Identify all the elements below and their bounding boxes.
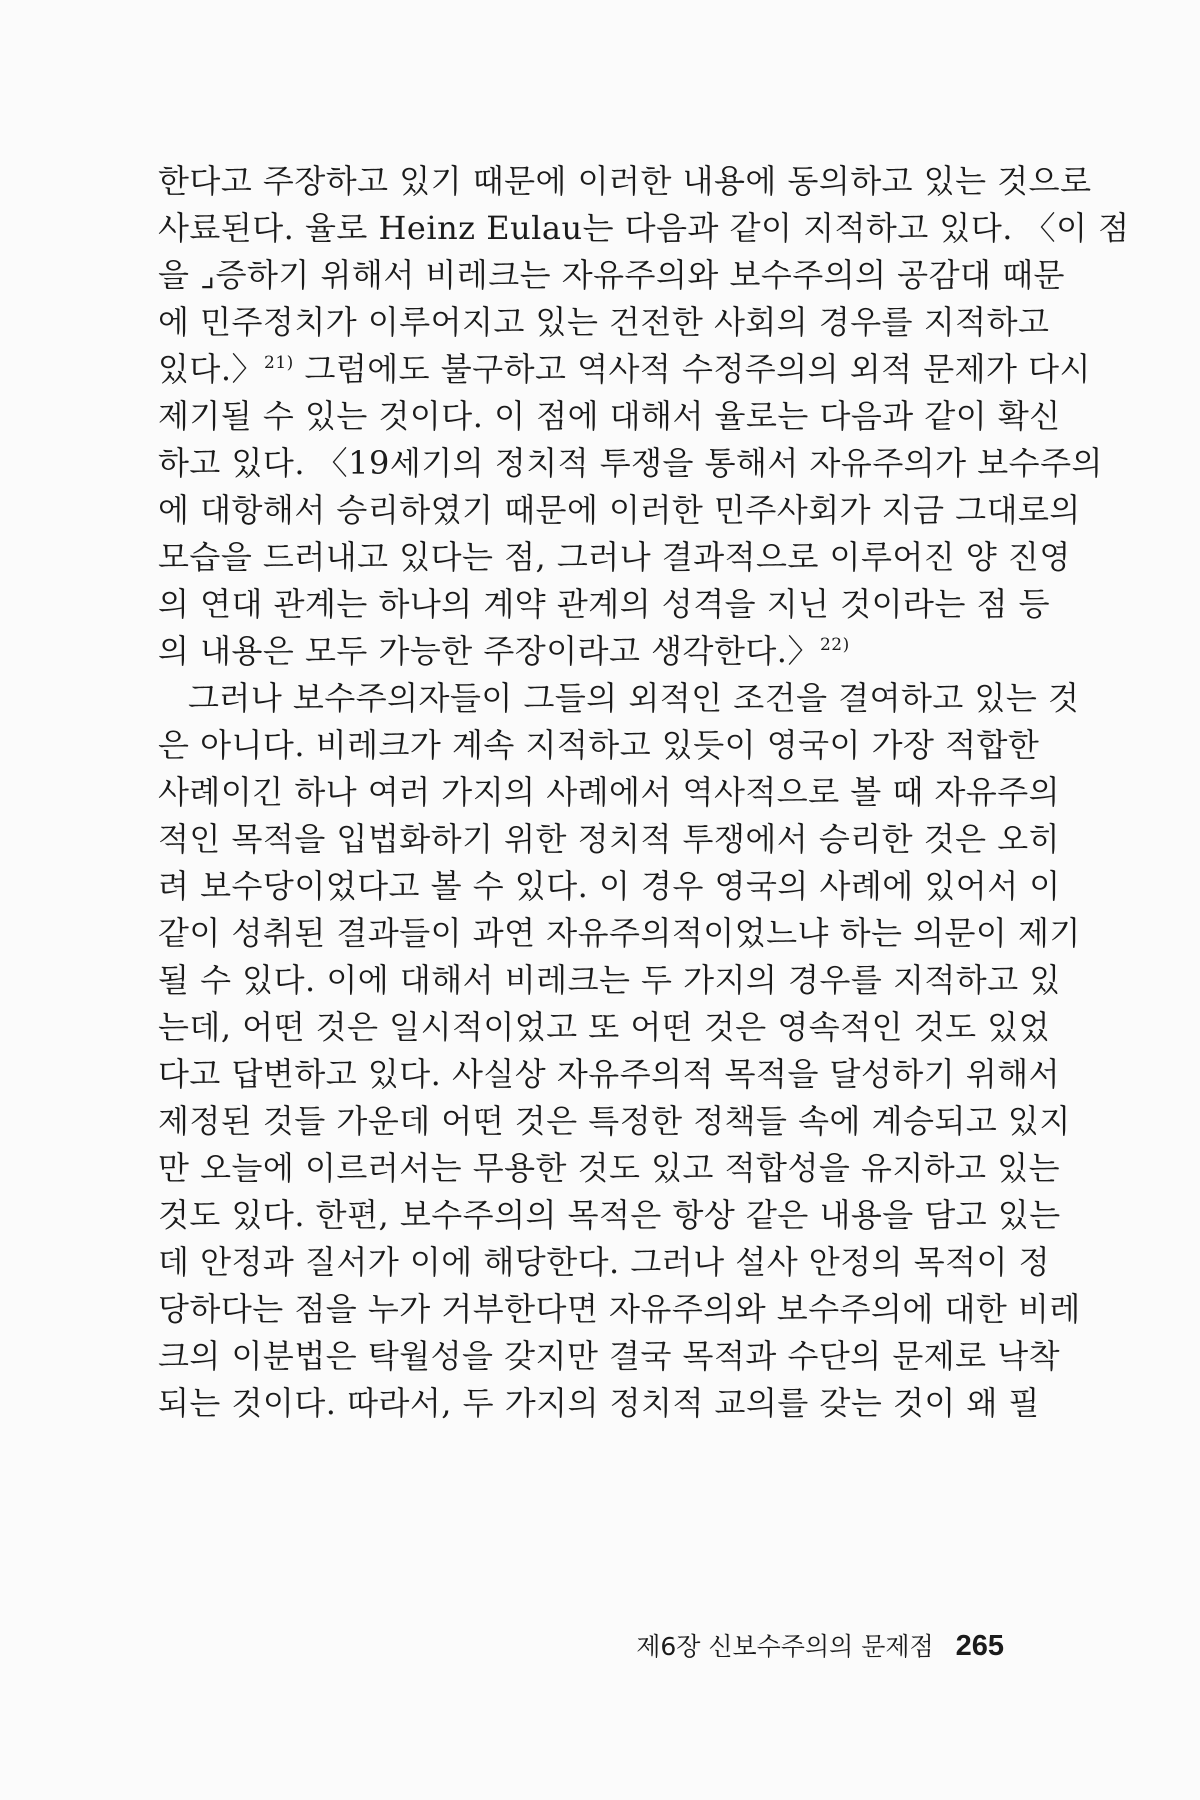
text-line: 제기될 수 있는 것이다. 이 점에 대해서 율로는 다음과 같이 확신 [158, 397, 1061, 435]
text-line: 의 연대 관계는 하나의 계약 관계의 성격을 지닌 것이라는 점 등 [158, 585, 1051, 623]
text-line: 에 대항해서 승리하였기 때문에 이러한 민주사회가 지금 그대로의 [158, 491, 1081, 529]
text-line: 만 오늘에 이르러서는 무용한 것도 있고 적합성을 유지하고 있는 [158, 1149, 1061, 1187]
text-line: 는데, 어떤 것은 일시적이었고 또 어떤 것은 영속적인 것도 있었 [158, 1008, 1051, 1046]
text-line: 같이 성취된 결과들이 과연 자유주의적이었느냐 하는 의문이 제기 [158, 914, 1081, 952]
text-line: 적인 목적을 입법화하기 위한 정치적 투쟁에서 승리한 것은 오히 [158, 820, 1061, 858]
paragraph-start-line: 그러나 보수주의자들이 그들의 외적인 조건을 결여하고 있는 것 [188, 679, 1080, 717]
text-line: 사료된다. 율로 Heinz Eulau는 다음과 같이 지적하고 있다. 〈이 점 [158, 209, 1130, 247]
text-line: 될 수 있다. 이에 대해서 비레크는 두 가지의 경우를 지적하고 있 [158, 961, 1061, 999]
text-line: 다고 답변하고 있다. 사실상 자유주의적 목적을 달성하기 위해서 [158, 1055, 1061, 1093]
body-text [158, 158, 1130, 1427]
text-line: 은 아니다. 비레크가 계속 지적하고 있듯이 영국이 가장 적합한 [158, 726, 1040, 764]
footnote-ref-22: 22) [819, 635, 850, 655]
text-line: 사례이긴 하나 여러 가지의 사례에서 역사적으로 볼 때 자유주의 [158, 773, 1061, 811]
text-line: 것도 있다. 한편, 보수주의의 목적은 항상 같은 내용을 담고 있는 [158, 1196, 1061, 1234]
page-number: 265 [955, 1630, 1004, 1662]
text-line: 한다고 주장하고 있기 때문에 이러한 내용에 동의하고 있는 것으로 [158, 162, 1092, 200]
text-line: 당하다는 점을 누가 거부한다면 자유주의와 보수주의에 대한 비레 [158, 1290, 1081, 1328]
text-line: 모습을 드러내고 있다는 점, 그러나 결과적으로 이루어진 양 진영 [158, 538, 1071, 576]
text-line [158, 628, 1038, 675]
running-footer [636, 1627, 1004, 1663]
text-line: 제정된 것들 가운데 어떤 것은 특정한 정책들 속에 계승되고 있지 [158, 1102, 1071, 1140]
text-line [158, 346, 1091, 393]
text-line: 크의 이분법은 탁월성을 갖지만 결국 목적과 수단의 문제로 낙착 [158, 1337, 1061, 1375]
text-segment: 있다.〉 [158, 350, 264, 388]
text-line: 려 보수당이었다고 볼 수 있다. 이 경우 영국의 사례에 있어서 이 [158, 867, 1061, 905]
text-segment: 그럼에도 불구하고 역사적 수정주의의 외적 문제가 다시 [293, 350, 1091, 388]
chapter-title: 제6장 신보수주의의 문제점 [636, 1632, 934, 1661]
footnote-ref-21: 21) [264, 353, 294, 373]
text-line: 데 안정과 질서가 이에 해당한다. 그러나 설사 안정의 목적이 정 [158, 1243, 1051, 1281]
text-line: 에 민주정치가 이루어지고 있는 건전한 사회의 경우를 지적하고 [158, 303, 1050, 341]
text-line: 되는 것이다. 따라서, 두 가지의 정치적 교의를 갖는 것이 왜 필 [158, 1384, 1040, 1422]
text-line: 을 ⌟증하기 위해서 비레크는 자유주의와 보수주의의 공감대 때문 [158, 256, 1065, 294]
text-segment: 의 내용은 모두 가능한 주장이라고 생각한다.〉 [158, 632, 820, 670]
text-line: 하고 있다. 〈19세기의 정치적 투쟁을 통해서 자유주의가 보수주의 [158, 444, 1103, 482]
